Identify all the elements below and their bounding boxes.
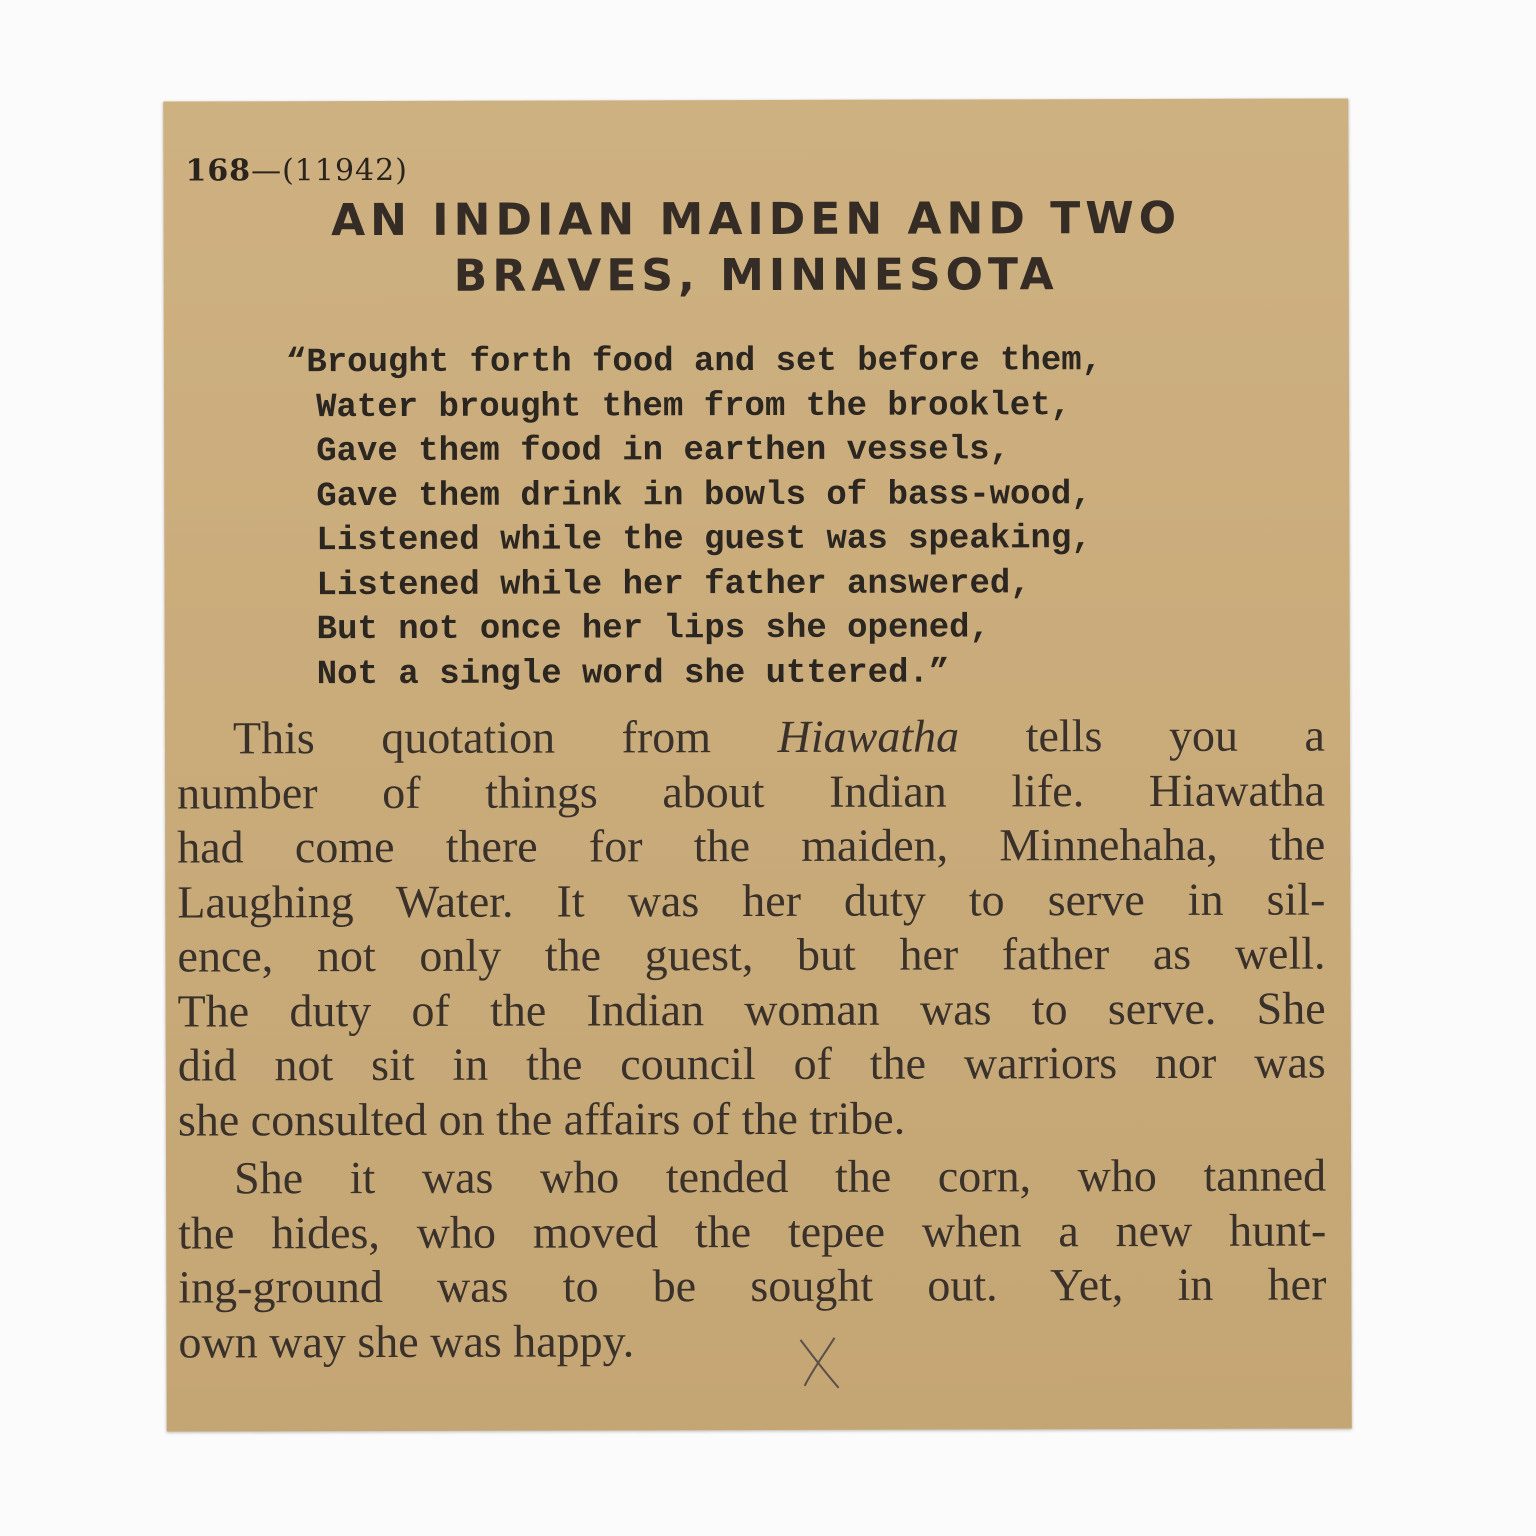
poem-line-2: Water brought them from the brooklet, bbox=[316, 386, 1072, 427]
title-line-1: AN INDIAN MAIDEN AND TWO bbox=[330, 192, 1182, 247]
paragraph-1-line-7: did not sit in the council of the warriors nor was bbox=[177, 1036, 1326, 1091]
card-title bbox=[164, 190, 1349, 305]
paragraph-1-line-2: number of things about Indian life. Hiawatha bbox=[177, 764, 1326, 819]
paragraph-2-line-1: She it was who tended the corn, who tanned bbox=[234, 1149, 1327, 1204]
catalog-number-value: 168 bbox=[185, 153, 252, 189]
paragraph-2-line-2: the hides, who moved the tepee when a new hunt- bbox=[178, 1204, 1327, 1259]
poem-quotation bbox=[286, 339, 1103, 697]
poem-line-7: But not once her lips she opened, bbox=[316, 609, 991, 650]
paragraph-2-line-4: own way she was happy. bbox=[178, 1314, 635, 1368]
poem-line-3: Gave them food in earthen vessels, bbox=[316, 431, 1010, 472]
catalog-number bbox=[185, 151, 408, 192]
poem-line-1: “Brought forth food and set before them, bbox=[285, 342, 1103, 383]
paragraph-1-line-4: Laughing Water. It was her duty to serve in sil- bbox=[177, 873, 1326, 928]
description-text bbox=[177, 709, 1327, 1370]
hiawatha-title: Hiawatha bbox=[777, 710, 960, 762]
stereoview-card-back bbox=[163, 98, 1351, 1431]
paragraph-1-line-3: had come there for the maiden, Minnehaha, the bbox=[177, 818, 1326, 873]
poem-line-6: Listened while her father answered, bbox=[316, 564, 1031, 605]
paragraph-1-lead: This quotation from bbox=[232, 710, 778, 764]
pencil-x-mark bbox=[794, 1332, 844, 1392]
paragraph-1-line-5: ence, not only the guest, but her father as well. bbox=[177, 927, 1326, 982]
title-line-2: BRAVES, MINNESOTA bbox=[453, 249, 1059, 302]
paragraph-1-line-6: The duty of the Indian woman was to serve. She bbox=[177, 982, 1326, 1037]
poem-line-4: Gave them drink in bowls of bass-wood, bbox=[316, 475, 1092, 516]
paragraph-1-lead-end: tells you a bbox=[959, 709, 1325, 762]
negative-number: —(11942) bbox=[251, 152, 408, 189]
paragraph-2-line-3: ing-ground was to be sought out. Yet, in her bbox=[178, 1258, 1327, 1313]
paragraph-1-line-1 bbox=[177, 709, 1325, 767]
paragraph-1-line-8: she consulted on the affairs of the tribe. bbox=[177, 1092, 906, 1146]
poem-line-5: Listened while the guest was speaking, bbox=[316, 520, 1092, 561]
poem-line-8: Not a single word she uttered.” bbox=[316, 653, 950, 694]
